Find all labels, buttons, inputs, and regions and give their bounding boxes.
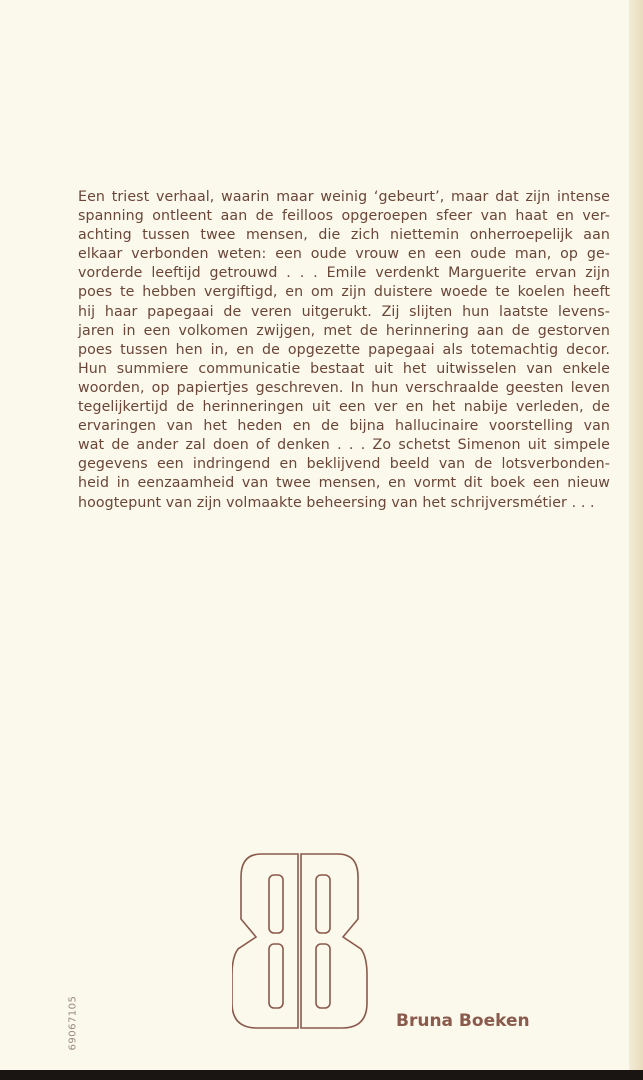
blurb-line: heid in eenzaamheid van twee mensen, en vormt dit boek een nieuw <box>78 475 610 492</box>
blurb-line: Hun summiere communicatie bestaat uit het uitwisselen van enkele <box>78 360 610 377</box>
blurb-line: vorderde leeftijd getrouwd . . . Emile verdenkt Marguerite ervan zijn <box>78 265 610 282</box>
blurb-line: ervaringen van het heden en de bijna hallucinaire voorstelling van <box>78 418 610 435</box>
logo-left-b-mirrored <box>232 854 298 1028</box>
publisher-name: Bruna Boeken <box>396 1011 530 1031</box>
blurb-line: woorden, op papiertjes geschreven. In hun verschraalde geesten leven <box>78 379 610 396</box>
blurb-line: elkaar verbonden weten: een oude vrouw en een oude man, op ge- <box>78 246 610 263</box>
blurb-line: gegevens een indringend en beklijvend beeld van de lotsverbonden- <box>78 456 610 473</box>
blurb-line: spanning ontleent aan de feilloos opgeroepen sfeer van haat en ver- <box>78 208 610 225</box>
blurb-line: hoogtepunt van zijn volmaakte beheersing van het schrijversmétier . . . <box>78 494 595 511</box>
bruna-bb-logo <box>232 853 368 1029</box>
paper-edge <box>629 0 643 1070</box>
blurb-line: poes te hebben vergiftigd, en om zijn duistere woede te koelen heeft <box>78 284 610 301</box>
blurb-line: tegelijkertijd de herinneringen uit een ver en het nabije verleden, de <box>78 399 610 416</box>
blurb-text <box>78 188 610 513</box>
blurb-line: wat de ander zal doen of denken . . . Zo schetst Simenon uit simpele <box>78 437 610 454</box>
blurb-line: achting tussen twee mensen, die zich niettemin onherroepelijk aan <box>78 227 610 244</box>
blurb-line: jaren in een volkomen zwijgen, met de herinnering aan de gestorven <box>78 322 610 339</box>
scan-bottom-edge <box>0 1070 643 1080</box>
blurb-line: Een triest verhaal, waarin maar weinig ‘gebeurt’, maar dat zijn intense <box>78 189 610 205</box>
logo-right-b <box>301 854 367 1028</box>
blurb-line: poes tussen hen in, en de opgezette papegaai als totemachtig decor. <box>78 341 610 358</box>
blurb-line: hij haar papegaai de veren uitgerukt. Zij slijten hun laatste levens- <box>78 303 610 320</box>
catalog-number: 69067105 <box>67 995 79 1051</box>
